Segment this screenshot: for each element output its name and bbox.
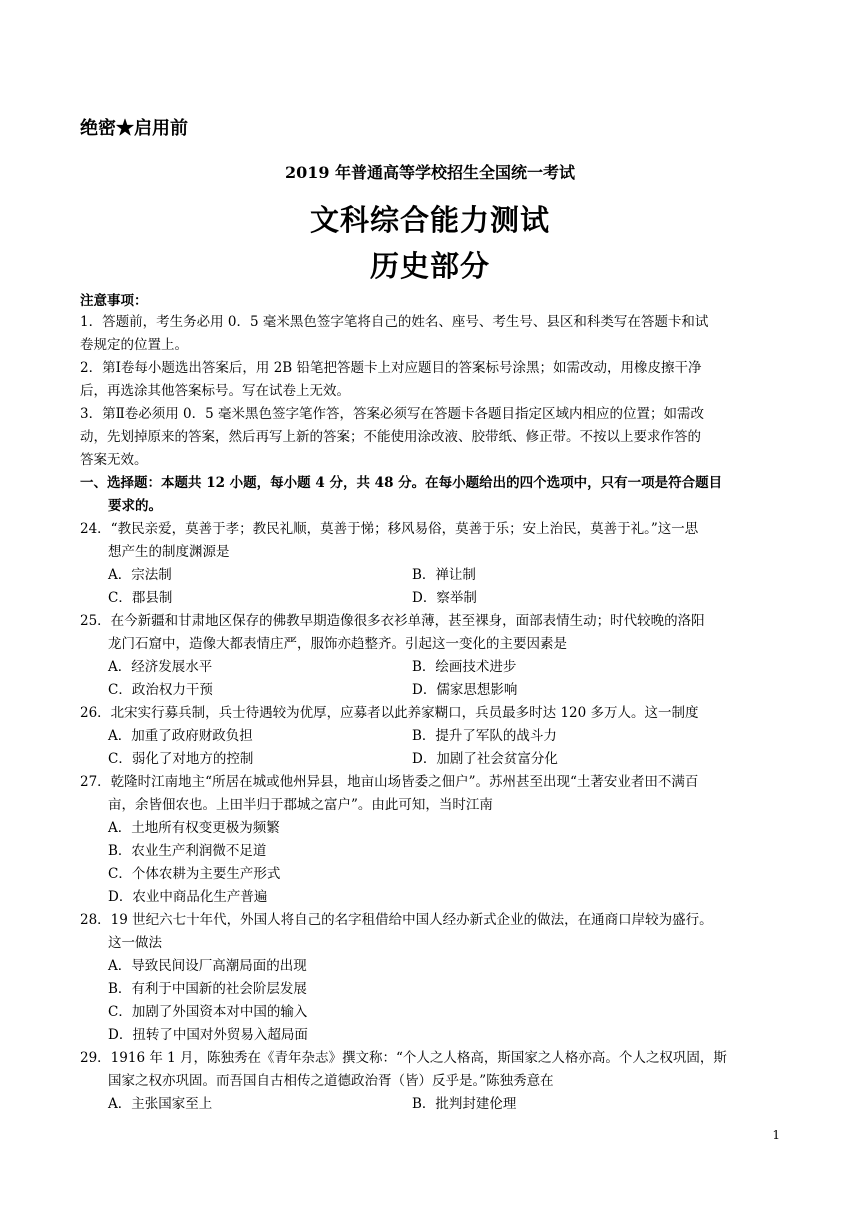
notes-heading: 注意事项： — [80, 293, 148, 309]
option-d: D．儒家思想影响 — [412, 682, 518, 698]
note-line: 2．第Ⅰ卷每小题选出答案后，用 2B 铅笔把答题卡上对应题目的答案标号涂黑；如需改动，用橡皮擦干净 — [80, 360, 702, 376]
question-29-stem: 29．1916 年 1 月，陈独秀在《青年杂志》撰文称：“个人之人格高，斯国家之人格亦高。个人之权巩固，斯 — [80, 1050, 727, 1066]
option-b: B．农业生产利润微不足道 — [108, 843, 267, 859]
exam-title: 2019 年普通高等学校招生全国统一考试 — [284, 163, 576, 182]
option-b: B．禅让制 — [412, 567, 476, 583]
note-line: 卷规定的位置上。 — [80, 337, 188, 353]
option-c: C．弱化了对地方的控制 — [108, 751, 254, 767]
option-c: C．加剧了外国资本对中国的输入 — [108, 1004, 308, 1020]
question-28-stem: 这一做法 — [108, 935, 162, 951]
paper-title: 文科综合能力测试 — [309, 203, 550, 237]
note-line: 1．答题前，考生务必用 0．5 毫米黑色签字笔将自己的姓名、座号、考生号、县区和科类写在答题卡和试 — [80, 314, 709, 330]
option-b: B．有利于中国新的社会阶层发展 — [108, 981, 307, 997]
question-24-stem: 想产生的制度渊源是 — [108, 544, 230, 560]
option-a: A．宗法制 — [108, 567, 172, 583]
section-title: 历史部分 — [369, 249, 490, 283]
option-a: A．经济发展水平 — [108, 659, 213, 675]
option-b: B．批判封建伦理 — [412, 1096, 517, 1112]
option-b: B．绘画技术进步 — [412, 659, 517, 675]
question-27-stem: 27．乾隆时江南地主“所居在城或他州异县，地亩山场皆委之佃户”。苏州甚至出现“土著安业者田不满百 — [80, 774, 699, 790]
confidential-label: 绝密★启用前 — [80, 118, 188, 139]
question-25-stem: 龙门石窟中，造像大都表情庄严，服饰亦趋整齐。引起这一变化的主要因素是 — [108, 636, 567, 652]
section-heading-cont: 要求的。 — [108, 498, 162, 514]
option-a: A．主张国家至上 — [108, 1096, 213, 1112]
question-29-stem: 国家之权亦巩固。而吾国自古相传之道德政治胥（皆）反乎是。”陈独秀意在 — [108, 1073, 554, 1089]
note-line: 答案无效。 — [80, 452, 148, 468]
question-24-stem: 24．“教民亲爱，莫善于孝；教民礼顺，莫善于悌；移风易俗，莫善于乐；安上治民，莫善于礼。”这一思 — [80, 521, 699, 537]
question-27-stem: 亩，余皆佃农也。上田半归于郡城之富户”。由此可知，当时江南 — [108, 797, 493, 813]
option-c: C．政治权力干预 — [108, 682, 213, 698]
note-line: 后，再选涂其他答案标号。写在试卷上无效。 — [80, 383, 350, 399]
note-line: 3．第Ⅱ卷必须用 0．5 毫米黑色签字笔作答，答案必须写在答题卡各题目指定区域内相应的位置；如需改 — [80, 406, 705, 422]
option-d: D．加剧了社会贫富分化 — [412, 751, 558, 767]
note-line: 动，先划掉原来的答案，然后再写上新的答案；不能使用涂改液、胶带纸、修正带。不按以上要求作答的 — [80, 429, 701, 445]
option-d: D．农业中商品化生产普遍 — [108, 889, 268, 905]
question-28-stem: 28．19 世纪六七十年代，外国人将自己的名字租借给中国人经办新式企业的做法，在通商口岸较为盛行。 — [80, 912, 713, 928]
option-c: C．个体农耕为主要生产形式 — [108, 866, 281, 882]
option-a: A．加重了政府财政负担 — [108, 728, 253, 744]
option-b: B．提升了军队的战斗力 — [412, 728, 557, 744]
question-25-stem: 25．在今新疆和甘肃地区保存的佛教早期造像很多衣衫单薄，甚至裸身，面部表情生动；时代较晚的洛阳 — [80, 613, 705, 629]
question-26-stem: 26．北宋实行募兵制，兵士待遇较为优厚，应募者以此养家糊口，兵员最多时达 120 多万人。这一制度 — [80, 705, 699, 721]
option-d: D．扭转了中国对外贸易入超局面 — [108, 1027, 308, 1043]
option-a: A．导致民间设厂高潮局面的出现 — [108, 958, 307, 974]
option-c: C．郡县制 — [108, 590, 173, 606]
page-number: 1 — [772, 1128, 780, 1142]
option-d: D．察举制 — [412, 590, 477, 606]
section-heading: 一、选择题：本题共 12 小题，每小题 4 分，共 48 分。在每小题给出的四个选项中，只有一项是符合题目 — [80, 475, 723, 491]
option-a: A．土地所有权变更极为频繁 — [108, 820, 280, 836]
